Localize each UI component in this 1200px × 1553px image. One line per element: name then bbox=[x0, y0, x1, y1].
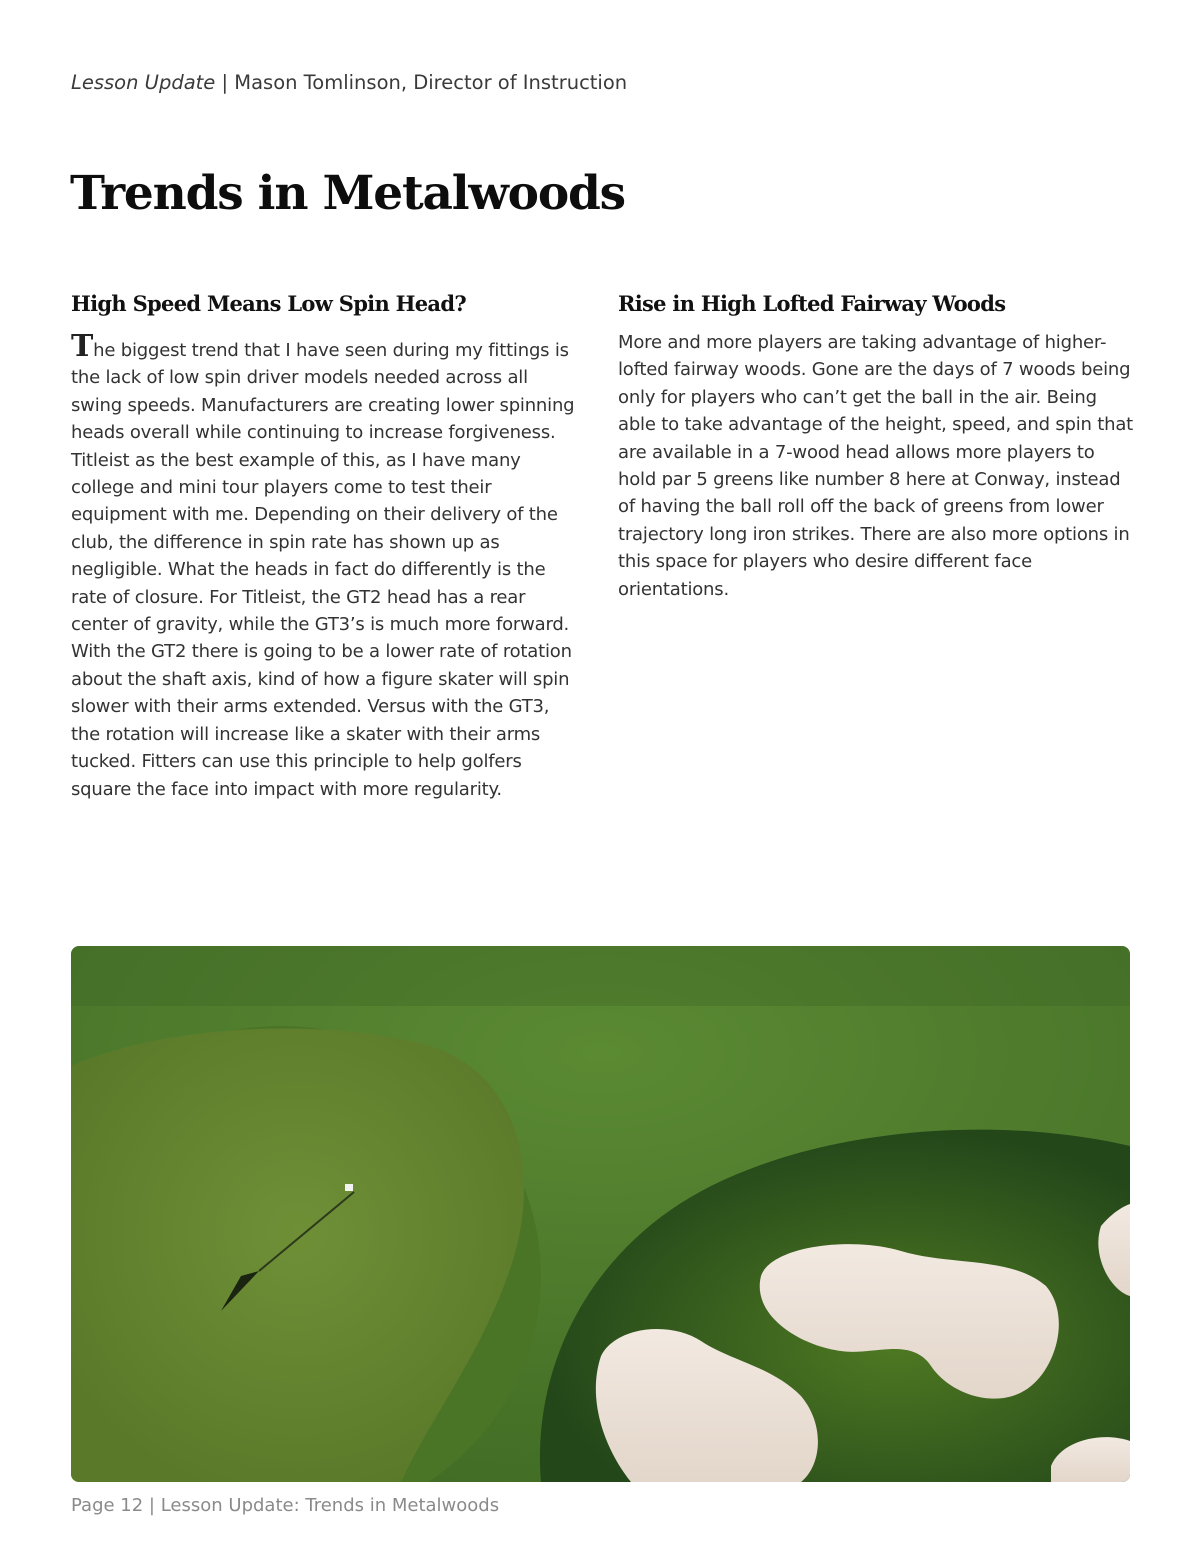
fairway-top-band bbox=[71, 946, 1130, 1006]
golf-course-aerial-photo bbox=[71, 946, 1130, 1482]
right-column-heading: Rise in High Lofted Fairway Woods bbox=[618, 291, 1006, 316]
golf-course-illustration bbox=[71, 946, 1130, 1482]
page-footer: Page 12 | Lesson Update: Trends in Metalwoods bbox=[71, 1495, 500, 1516]
author-label: Mason Tomlinson, Director of Instruction bbox=[234, 71, 628, 94]
section-label: Lesson Update bbox=[71, 71, 216, 94]
drop-cap: T bbox=[71, 329, 94, 364]
left-column-text: he biggest trend that I have seen during my fittings is the lack of low spin driver models needed across all swing speeds. Manufacturers are creating lower spinning heads overall while continuing to increase forgiveness. Titleist as the best example of this, as I have many college and mini tour players come to test their equipment with me. Depending on their delivery of the club, the difference in spin rate has shown up as negligible. What the heads in fact do differently is the rate of closure. For Titleist, the GT2 head has a rear center of gravity, while the GT3’s is much more forward. With the GT2 there is going to be a lower rate of rotation about the shaft axis, kind of how a figure skater will spin slower with their arms extended. Versus with the GT3, the rotation will increase like a skater with their arms tucked. Fitters can use this principle to help golfers square the face into impact with more regularity. bbox=[71, 340, 575, 800]
page-title: Trends in Metalwoods bbox=[70, 166, 625, 221]
flag bbox=[345, 1184, 353, 1191]
left-column bbox=[71, 290, 579, 803]
right-column bbox=[618, 290, 1133, 603]
byline bbox=[71, 71, 627, 94]
byline-separator: | bbox=[215, 71, 235, 94]
left-column-heading: High Speed Means Low Spin Head? bbox=[71, 291, 466, 316]
right-column-body: More and more players are taking advantage of higher-lofted fairway woods. Gone are the days of 7 woods being only for players who can’t get the ball in the air. Being able to take advantage of the height, speed, and spin that are available in a 7-wood head allows more players to hold par 5 greens like number 8 here at Conway, instead of having the ball roll off the back of greens from lower trajectory long iron strikes. There are also more options in this space for players who desire different face orientations. bbox=[618, 332, 1134, 600]
left-column-body bbox=[71, 329, 579, 803]
